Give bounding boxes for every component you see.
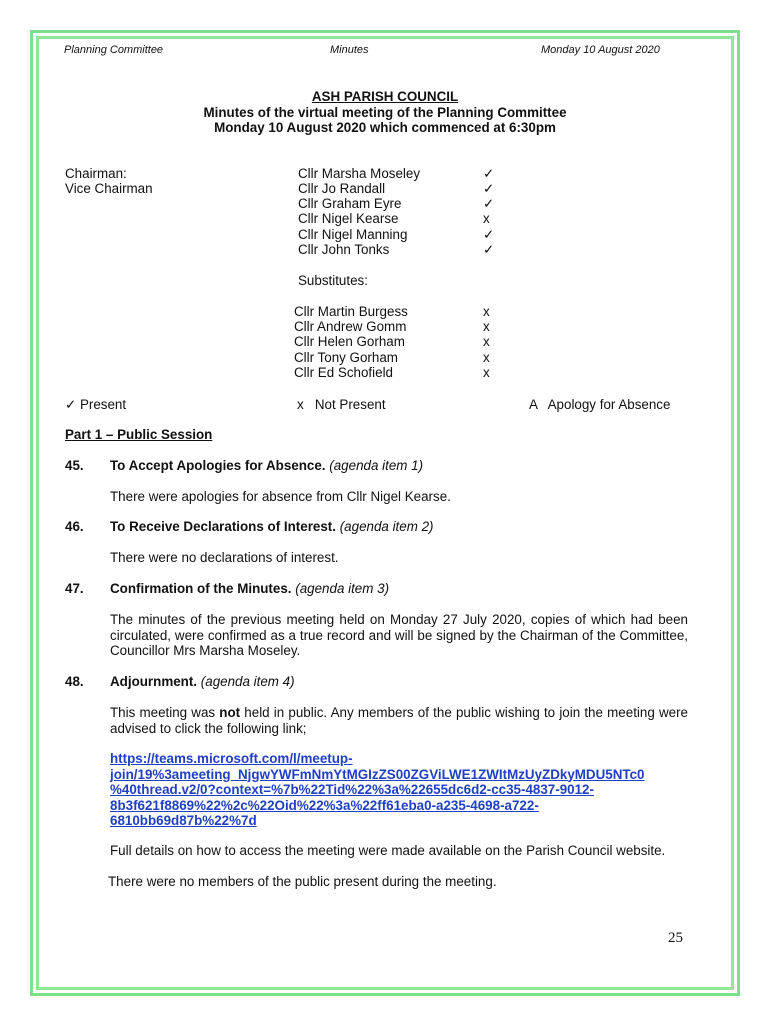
attendance-mark: ✓ (483, 242, 495, 257)
item-48-text (110, 705, 688, 736)
meeting-link-line[interactable]: %40thread.v2/0?context=%7b%22Tid%22%3a%22655dc6d2-cc35-4837-9012- (110, 782, 594, 797)
member-name: Cllr Nigel Manning (298, 227, 408, 242)
meeting-link-line[interactable]: https://teams.microsoft.com/l/meetup- (110, 751, 353, 766)
attendance-mark: x (483, 211, 490, 226)
item-47-heading (110, 581, 389, 597)
page-number: 25 (668, 930, 683, 946)
council-title: ASH PARISH COUNCIL (311, 89, 459, 104)
agenda-ref: (agenda item 3) (295, 581, 390, 596)
header-left: Planning Committee (64, 44, 164, 56)
item-number: 48. (65, 674, 84, 689)
substitute-name: Cllr Ed Schofield (294, 365, 393, 380)
attendance-mark: x (483, 350, 490, 365)
part1-heading: Part 1 – Public Session (65, 427, 213, 442)
attendance-mark: ✓ (483, 196, 495, 211)
agenda-ref: (agenda item 1) (329, 458, 424, 473)
item-48-text2: Full details on how to access the meeting were made available on the Parish Council website. (110, 843, 666, 858)
legend-apology: A Apology for Absence (529, 397, 671, 412)
item-heading-text: To Receive Declarations of Interest. (110, 519, 336, 534)
item-heading-text: Adjournment. (110, 674, 198, 689)
meeting-link-line[interactable]: 6810bb69d87b%22%7d (110, 813, 257, 828)
substitutes-label: Substitutes: (298, 273, 368, 288)
header-center: Minutes (330, 44, 369, 56)
item-48-text3: There were no members of the public present during the meeting. (108, 874, 497, 889)
legend-present: ✓ Present (65, 397, 127, 412)
substitute-name: Cllr Andrew Gomm (294, 319, 407, 334)
member-name: Cllr Marsha Moseley (298, 166, 421, 181)
item-47-text: The minutes of the previous meeting held on Monday 27 July 2020, copies of which had been circulated, were confirmed as a true record and will be signed by the Chairman of the Committee, Councillor Mrs Marsha Moseley. (110, 612, 688, 658)
agenda-ref: (agenda item 4) (200, 674, 295, 689)
member-name: Cllr John Tonks (298, 242, 390, 257)
item-heading-text: Confirmation of the Minutes. (110, 581, 292, 596)
meeting-link-line[interactable]: join/19%3ameeting_NjgwYWFmNmYtMGIzZS00ZGViLWE1ZWItMzUyZDkyMDU5NTc0 (110, 766, 645, 782)
text-part: held in public. Any members of the public wishing to join the meeting were advised to click the following link; (110, 705, 688, 736)
attendance-mark: ✓ (483, 181, 495, 196)
meeting-title: Minutes of the virtual meeting of the Planning Committee (203, 105, 567, 120)
member-name: Cllr Graham Eyre (298, 196, 402, 211)
member-name: Cllr Nigel Kearse (298, 211, 399, 226)
meeting-link[interactable] (110, 751, 644, 829)
item-number: 47. (65, 581, 84, 596)
item-number: 46. (65, 519, 84, 534)
text-emphasis: not (219, 705, 241, 720)
item-45-heading (110, 458, 423, 474)
item-46-heading (110, 519, 434, 535)
header-right: Monday 10 August 2020 (541, 44, 660, 56)
agenda-ref: (agenda item 2) (339, 519, 434, 534)
substitute-name: Cllr Helen Gorham (294, 334, 405, 349)
role-chairman: Chairman: (65, 166, 127, 181)
item-45-text: There were apologies for absence from Cllr Nigel Kearse. (110, 489, 451, 504)
substitute-name: Cllr Martin Burgess (294, 304, 408, 319)
item-48-heading (110, 674, 295, 690)
meeting-link-line[interactable]: 8b3f621f8869%22%2c%22Oid%22%3a%22ff61eba0-a235-4698-a722- (110, 797, 539, 813)
attendance-mark: x (483, 304, 490, 319)
attendance-mark: x (483, 319, 490, 334)
substitute-name: Cllr Tony Gorham (294, 350, 398, 365)
attendance-mark: ✓ (483, 227, 495, 242)
item-heading-text: To Accept Apologies for Absence. (110, 458, 326, 473)
attendance-mark: ✓ (483, 166, 495, 181)
text-part: This meeting was (110, 705, 220, 720)
meeting-date: Monday 10 August 2020 which commenced at 6:30pm (214, 120, 556, 135)
attendance-mark: x (483, 334, 490, 349)
item-46-text: There were no declarations of interest. (110, 550, 339, 565)
attendance-mark: x (483, 365, 490, 380)
legend-not-present: x Not Present (297, 397, 386, 412)
item-number: 45. (65, 458, 84, 473)
role-vice-chairman: Vice Chairman (65, 181, 153, 196)
member-name: Cllr Jo Randall (298, 181, 386, 196)
